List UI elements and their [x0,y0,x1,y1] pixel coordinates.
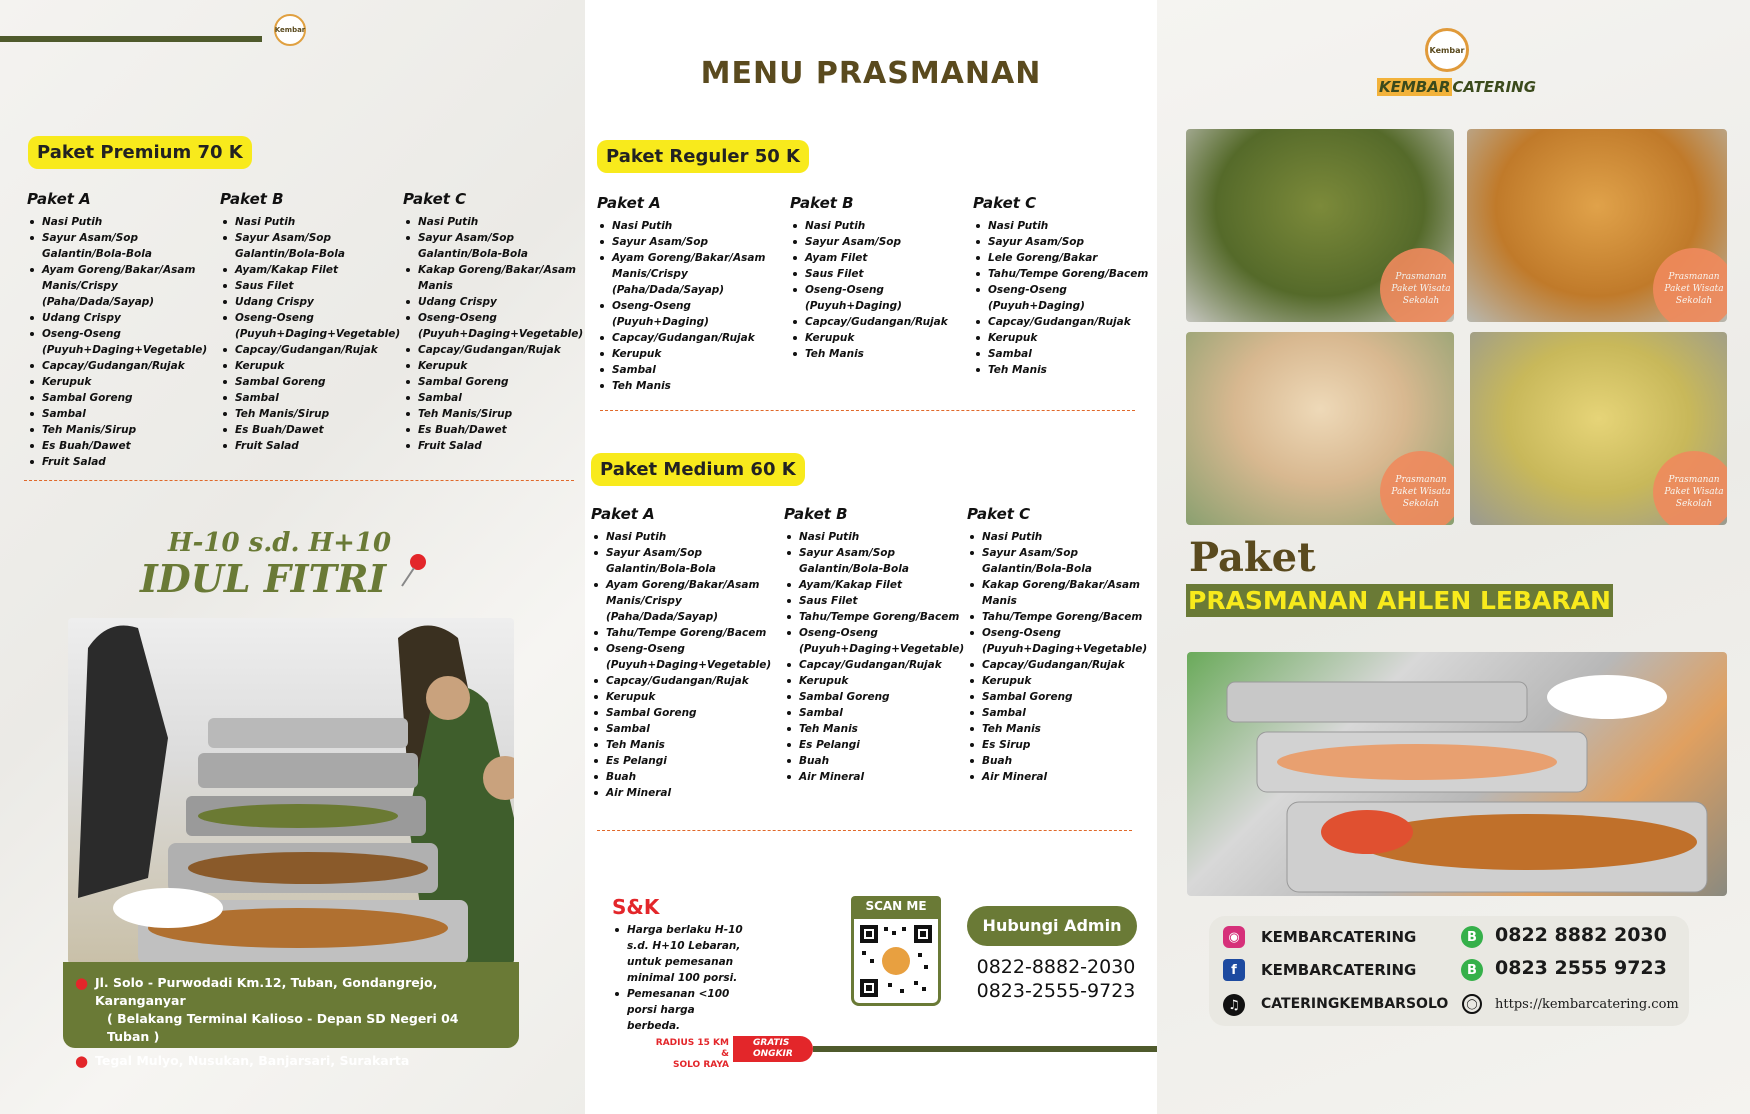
list-item: Pemesanan <100 porsi harga berbeda. [612,986,747,1034]
premium-col-b [220,190,401,454]
buffet-photo [68,618,514,964]
list-item: Ayam Goreng/Bakar/Asam Manis/Crispy (Paha/Dada/Sayap) [27,262,202,310]
list-item: Air Mineral [967,769,1147,785]
list-item: Sayur Asam/Sop [597,234,777,250]
list-item: Oseng-Oseng (Puyuh+Daging+Vegetable) [591,641,776,673]
food-photo-4 [1470,332,1727,525]
list-item: Sambal Goreng [220,374,385,390]
list-item: Kerupuk [27,374,202,390]
list-item: Teh Manis [967,721,1147,737]
address-box [63,962,519,1070]
list-item: Capcay/Gudangan/Rujak [591,673,776,689]
list-item: Oseng-Oseng (Puyuh+Daging) [790,282,970,314]
list-item: Saus Filet [784,593,964,609]
list-item: Sambal [591,721,776,737]
item-list [220,214,401,454]
list-item: Sayur Asam/Sop Galantin/Bola-Bola [784,545,964,577]
facebook-handle[interactable]: KEMBARCATERING [1261,961,1417,979]
list-item: Nasi Putih [784,529,964,545]
list-item: Ayam Goreng/Bakar/Asam Manis/Crispy (Paha/Dada/Sayap) [591,577,776,625]
list-item: Ayam Filet [790,250,970,266]
divider [597,830,1132,831]
premium-label: Paket Premium 70 K [28,136,252,169]
list-item: Sambal Goreng [27,390,202,406]
list-item: Teh Manis [784,721,964,737]
col-title: Paket B [220,190,284,208]
list-item: Nasi Putih [973,218,1153,234]
list-item: Kakap Goreng/Bakar/Asam Manis [967,577,1147,609]
list-item: Sambal [973,346,1153,362]
list-item: Ayam/Kakap Filet [220,262,385,278]
list-item: Nasi Putih [220,214,385,230]
wisata-stamp: Prasmanan Paket Wisata Sekolah [1380,451,1454,525]
list-item: Kerupuk [591,689,776,705]
premium-col-c [403,190,584,454]
col-title: Paket C [403,190,467,208]
list-item: Oseng-Oseng (Puyuh+Daging) [973,282,1153,314]
headline-subtitle: PRASMANAN AHLEN LEBARAN [1188,586,1611,615]
location-pin-icon: ● [75,1052,89,1070]
list-item: Buah [967,753,1147,769]
list-item: Es Pelangi [591,753,776,769]
list-item: Oseng-Oseng (Puyuh+Daging+Vegetable) [220,310,385,342]
list-item: Oseng-Oseng (Puyuh+Daging) [597,298,777,330]
list-item: Capcay/Gudangan/Rujak [967,657,1147,673]
list-item: Capcay/Gudangan/Rujak [973,314,1153,330]
admin-phone-1: 0822-8882-2030 [976,956,1136,978]
list-item: Kerupuk [403,358,578,374]
item-list [790,218,970,362]
terms-list [612,922,747,1034]
premium-col-a [27,190,208,470]
location-pin-icon: ● [75,974,89,992]
list-item: Tahu/Tempe Goreng/Bacem [967,609,1147,625]
address-line-2: ( Belakang Terminal Kalioso - Depan SD Negeri 04 Tuban ) [107,1011,459,1044]
col-title: Paket B [784,505,848,523]
instagram-icon: ◉ [1223,926,1245,948]
list-item: Kerupuk [967,673,1147,689]
list-item: Sayur Asam/Sop Galantin/Bola-Bola [403,230,578,262]
whatsapp-number-1[interactable]: 0822 8882 2030 [1495,924,1667,946]
list-item: Capcay/Gudangan/Rujak [784,657,964,673]
list-item: Capcay/Gudangan/Rujak [403,342,578,358]
list-item: Tahu/Tempe Goreng/Bacem [591,625,776,641]
list-item: Nasi Putih [591,529,776,545]
sk-terms [612,922,747,1034]
list-item: Sambal Goreng [784,689,964,705]
list-item: Saus Filet [790,266,970,282]
list-item: Nasi Putih [403,214,578,230]
list-item: Kerupuk [790,330,970,346]
wisata-stamp: Prasmanan Paket Wisata Sekolah [1653,248,1727,322]
list-item: Udang Crispy [220,294,385,310]
list-item: Sayur Asam/Sop [973,234,1153,250]
radius-text: RADIUS 15 KM & SOLO RAYA [655,1038,729,1070]
contact-box [1209,916,1689,1026]
reguler-col-c [973,194,1153,378]
list-item: Tahu/Tempe Goreng/Bacem [784,609,964,625]
wisata-stamp: Prasmanan Paket Wisata Sekolah [1653,451,1727,525]
medium-col-c [967,505,1147,785]
list-item: Capcay/Gudangan/Rujak [597,330,777,346]
list-item: Fruit Salad [403,438,578,454]
list-item: Capcay/Gudangan/Rujak [220,342,385,358]
list-item: Sayur Asam/Sop Galantin/Bola-Bola [220,230,385,262]
list-item: Buah [784,753,964,769]
list-item: Air Mineral [784,769,964,785]
food-photo-2 [1467,129,1727,322]
medium-col-a [591,505,776,801]
facebook-icon: f [1223,959,1245,981]
list-item: Capcay/Gudangan/Rujak [27,358,202,374]
list-item: Oseng-Oseng (Puyuh+Daging+Vegetable) [784,625,964,657]
col-title: Paket C [973,194,1037,212]
buffet-trays-photo [1187,652,1727,896]
list-item: Sambal [967,705,1147,721]
list-item: Teh Manis/Sirup [403,406,578,422]
admin-phone-2: 0823-2555-9723 [976,980,1136,1002]
divider [24,480,574,481]
middle-panel [585,0,1157,1114]
list-item: Es Pelangi [784,737,964,753]
sk-title: S&K [612,895,660,919]
list-item: Es Buah/Dawet [220,422,385,438]
right-panel [1157,0,1750,1114]
list-item: Sambal Goreng [403,374,578,390]
website-link[interactable]: https://kembarcatering.com [1495,997,1679,1012]
list-item: Tahu/Tempe Goreng/Bacem [973,266,1153,282]
divider [600,410,1135,411]
list-item: Kerupuk [220,358,385,374]
list-item: Sambal [403,390,578,406]
globe-icon: ◯ [1462,994,1482,1014]
col-title: Paket A [591,505,655,523]
reguler-col-b [790,194,970,362]
promo-dates: H-10 s.d. H+10 [168,528,392,558]
list-item: Saus Filet [220,278,385,294]
whatsapp-business-icon: B [1461,926,1483,948]
wisata-stamp: Prasmanan Paket Wisata Sekolah [1380,248,1454,322]
scan-me-badge: SCAN ME [851,896,941,916]
list-item: Sambal [597,362,777,378]
item-list [973,218,1153,378]
item-list [591,529,776,801]
item-list [784,529,964,785]
list-item: Ayam/Kakap Filet [784,577,964,593]
page-title: MENU PRASMANAN [700,56,1042,91]
list-item: Nasi Putih [967,529,1147,545]
list-item: Oseng-Oseng (Puyuh+Daging+Vegetable) [967,625,1147,657]
brand-logo [1377,28,1537,108]
chef-hat-icon: Kembar [1425,28,1469,72]
list-item: Kerupuk [973,330,1153,346]
tiktok-icon: ♫ [1223,994,1245,1016]
address-line-3: ● Tegal Mulyo, Nusukan, Banjarsari, Surakarta [75,1052,410,1070]
headline-paket: Paket [1189,534,1316,581]
food-photo-3 [1186,332,1454,525]
item-list [27,214,208,470]
pin-icon [398,550,432,594]
list-item: Nasi Putih [27,214,202,230]
medium-col-b [784,505,964,785]
left-panel [0,0,585,1114]
list-item: Lele Goreng/Bakar [973,250,1153,266]
item-list [597,218,777,394]
item-list [403,214,584,454]
list-item: Sayur Asam/Sop [790,234,970,250]
col-title: Paket C [967,505,1031,523]
list-item: Teh Manis [973,362,1153,378]
list-item: Sayur Asam/Sop Galantin/Bola-Bola [27,230,202,262]
qr-code[interactable] [851,916,941,1006]
list-item: Fruit Salad [27,454,202,470]
list-item: Sambal Goreng [591,705,776,721]
list-item: Sambal Goreng [967,689,1147,705]
list-item: Sayur Asam/Sop Galantin/Bola-Bola [967,545,1147,577]
list-item: Teh Manis [790,346,970,362]
list-item: Kerupuk [784,673,964,689]
list-item: Es Buah/Dawet [27,438,202,454]
top-rule [0,36,262,42]
instagram-handle[interactable]: KEMBARCATERING [1261,928,1417,946]
whatsapp-business-icon: B [1461,959,1483,981]
reguler-col-a [597,194,777,394]
col-title: Paket A [27,190,91,208]
list-item: Air Mineral [591,785,776,801]
list-item: Udang Crispy [403,294,578,310]
list-item: Teh Manis/Sirup [27,422,202,438]
list-item: Sambal [784,705,964,721]
list-item: Fruit Salad [220,438,385,454]
contact-admin-button[interactable]: Hubungi Admin [967,906,1137,946]
col-title: Paket B [790,194,854,212]
list-item: Nasi Putih [790,218,970,234]
reguler-label: Paket Reguler 50 K [597,140,809,173]
list-item: Oseng-Oseng (Puyuh+Daging+Vegetable) [27,326,202,358]
list-item: Buah [591,769,776,785]
list-item: Es Buah/Dawet [403,422,578,438]
item-list [967,529,1147,785]
food-photo-1 [1186,129,1454,322]
list-item: Sambal [220,390,385,406]
free-delivery-badge: GRATIS ONGKIR [733,1036,813,1062]
list-item: Teh Manis [591,737,776,753]
list-item: Kerupuk [597,346,777,362]
small-logo: Kembar [274,14,306,46]
medium-label: Paket Medium 60 K [591,453,805,486]
col-title: Paket A [597,194,661,212]
tiktok-handle[interactable]: CATERINGKEMBARSOLO [1261,996,1449,1012]
address-line-1: ● Jl. Solo - Purwodadi Km.12, Tuban, Gondangrejo, Karanganyar [75,974,438,1008]
list-item: Sayur Asam/Sop Galantin/Bola-Bola [591,545,776,577]
list-item: Oseng-Oseng (Puyuh+Daging+Vegetable) [403,310,578,342]
brand-wordmark: KEMBAR CATERING [1379,78,1537,96]
list-item: Harga berlaku H-10 s.d. H+10 Lebaran, untuk pemesanan minimal 100 porsi. [612,922,747,986]
list-item: Capcay/Gudangan/Rujak [790,314,970,330]
list-item: Sambal [27,406,202,422]
list-item: Nasi Putih [597,218,777,234]
whatsapp-number-2[interactable]: 0823 2555 9723 [1495,957,1667,979]
list-item: Kakap Goreng/Bakar/Asam Manis [403,262,578,294]
list-item: Teh Manis [597,378,777,394]
list-item: Es Sirup [967,737,1147,753]
list-item: Teh Manis/Sirup [220,406,385,422]
list-item: Udang Crispy [27,310,202,326]
promo-title: IDUL FITRI [140,556,387,601]
list-item: Ayam Goreng/Bakar/Asam Manis/Crispy (Paha/Dada/Sayap) [597,250,777,298]
